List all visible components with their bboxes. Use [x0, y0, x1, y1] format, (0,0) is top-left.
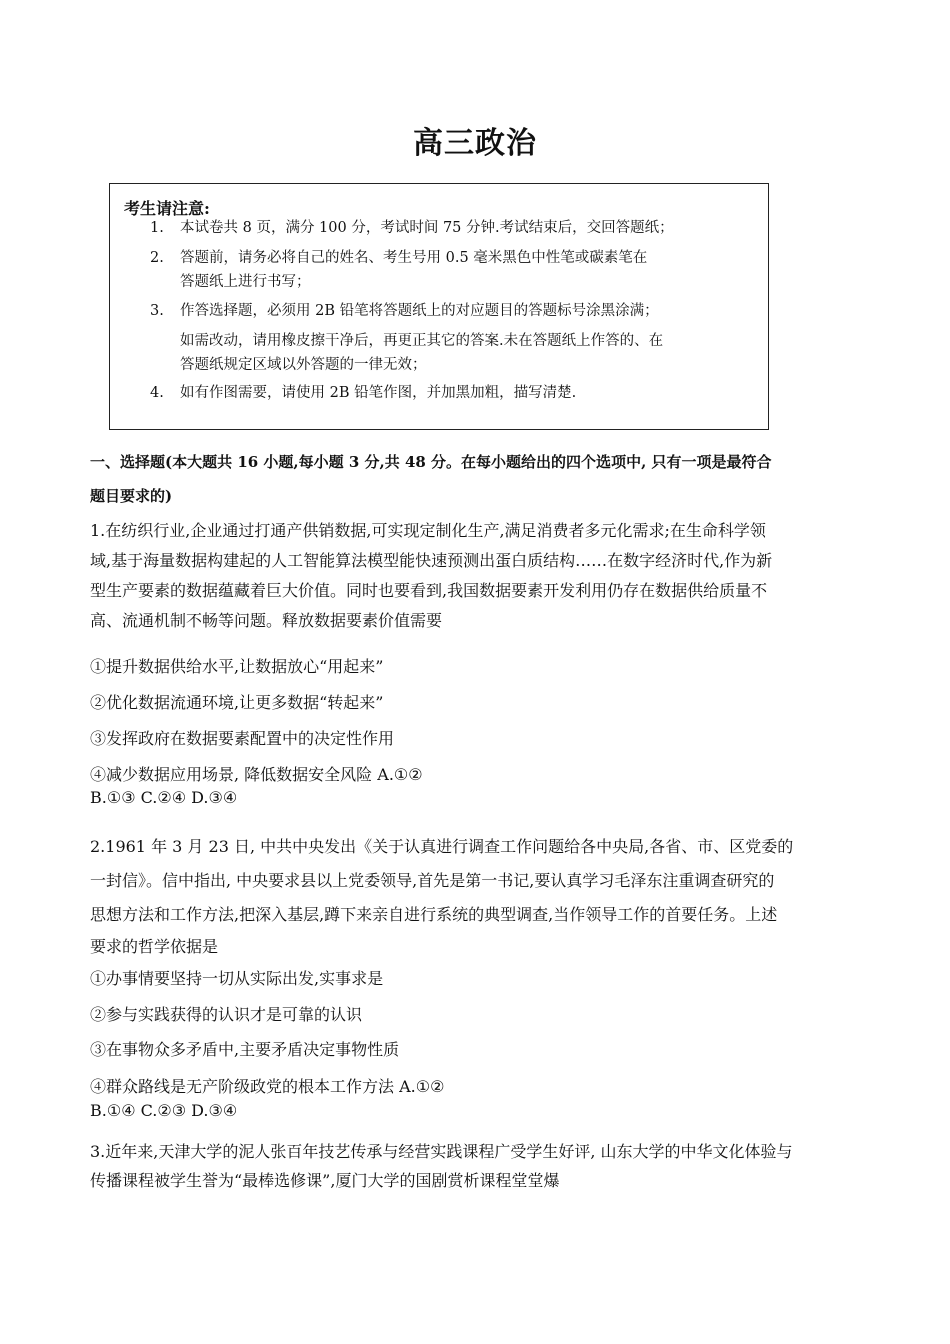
section-heading: 一、选择题(本大题共 16 小题,每小题 3 分,共 48 分。在每小题给出的四个选项中, 只有一项是最符合	[90, 453, 772, 471]
q1-stem-line: 1.在纺织行业,企业通过打通产供销数据,可实现定制化生产,满足消费者多元化需求;在生命科学领	[90, 521, 766, 540]
q2-stem-line: 思想方法和工作方法,把深入基层,蹲下来亲自进行系统的典型调查,当作领导工作的首要任务。上述	[90, 905, 778, 924]
q3-stem-line: 3.近年来,天津大学的泥人张百年技艺传承与经营实践课程广受学生好评, 山东大学的中华文化体验与	[90, 1142, 793, 1161]
q1-stem-line: 高、流通机制不畅等问题。释放数据要素价值需要	[90, 611, 443, 630]
notice-item-number: 2.	[150, 250, 164, 266]
q2-option-1: ①办事情要坚持一切从实际出发,实事求是	[90, 969, 384, 988]
notice-line: 答题前，请务必将自己的姓名、考生号用 0.5 毫米黑色中性笔或碳素笔在	[180, 250, 648, 266]
notice-item-number: 1.	[150, 220, 164, 236]
notice-item-number: 4.	[150, 385, 164, 401]
q2-choices: B.①④ C.②③ D.③④	[90, 1101, 238, 1120]
q1-option-4: ④减少数据应用场景, 降低数据安全风险 A.①②	[90, 765, 423, 784]
notice-item-2	[150, 245, 648, 271]
notice-line: 答题纸规定区域以外答题的一律无效；	[180, 357, 427, 373]
q2-stem-line: 要求的哲学依据是	[90, 937, 219, 956]
q1-stem-line: 域,基于海量数据构建起的人工智能算法模型能快速预测出蛋白质结构……在数字经济时代,作为新	[90, 551, 773, 570]
notice-heading: 考生请注意:	[124, 199, 210, 218]
notice-box	[109, 183, 769, 430]
q2-option-2: ②参与实践获得的认识才是可靠的认识	[90, 1005, 363, 1024]
q1-stem-line: 型生产要素的数据蕴藏着巨大价值。同时也要看到,我国数据要素开发利用仍存在数据供给质量不	[90, 581, 768, 600]
q2-stem-line: 一封信》。信中指出, 中央要求县以上党委领导,首先是第一书记,要认真学习毛泽东注重调查研究的	[90, 871, 775, 890]
q2-option-4: ④群众路线是无产阶级政党的根本工作方法 A.①②	[90, 1077, 445, 1096]
page-title: 高三政治	[413, 126, 537, 161]
q3-stem-line: 传播课程被学生誉为“最棒选修课”,厦门大学的国剧赏析课程堂堂爆	[90, 1171, 560, 1190]
q1-option-1: ①提升数据供给水平,让数据放心“用起来”	[90, 657, 384, 676]
notice-item-4	[150, 380, 577, 406]
section-heading-cont: 题目要求的)	[90, 487, 173, 505]
notice-line: 作答选择题，必须用 2B 铅笔将答题纸上的对应题目的答题标号涂黑涂满；	[180, 303, 659, 319]
notice-item-1	[150, 215, 674, 241]
q1-option-2: ②优化数据流通环境,让更多数据“转起来”	[90, 693, 384, 712]
q2-stem-line: 2.1961 年 3 月 23 日, 中共中央发出《关于认真进行调查工作问题给各中央局,各省、市、区党委的	[90, 837, 794, 856]
notice-item-number: 3.	[150, 303, 164, 319]
q1-choices: B.①③ C.②④ D.③④	[90, 788, 238, 807]
notice-item-3	[150, 298, 659, 324]
q1-option-3: ③发挥政府在数据要素配置中的决定性作用	[90, 729, 395, 748]
notice-line: 本试卷共 8 页，满分 100 分，考试时间 75 分钟.考试结束后，交回答题纸；	[180, 220, 674, 236]
q2-option-3: ③在事物众多矛盾中,主要矛盾决定事物性质	[90, 1040, 400, 1059]
notice-line: 答题纸上进行书写；	[180, 274, 311, 290]
notice-line: 如有作图需要，请使用 2B 铅笔作图，并加黑加粗，描写清楚.	[180, 385, 577, 401]
notice-line: 如需改动，请用橡皮擦干净后，再更正其它的答案.未在答题纸上作答的、在	[180, 333, 664, 349]
